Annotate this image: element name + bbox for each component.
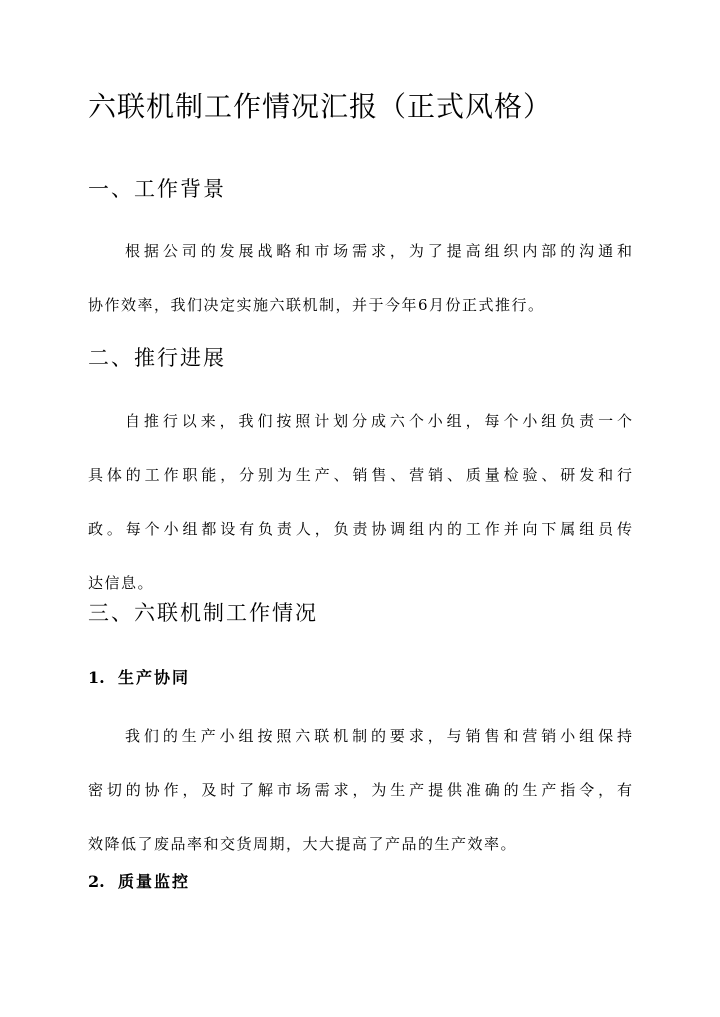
paragraph-line: 根据公司的发展战略和市场需求，为了提高组织内部的沟通和 xyxy=(125,242,632,260)
paragraph-line: 政。每个小组都设有负责人，负责协调组内的工作并向下属组员传 xyxy=(88,520,632,538)
paragraph-line: 自推行以来，我们按照计划分成六个小组，每个小组负责一个 xyxy=(125,412,632,430)
paragraph-line: 具体的工作职能，分别为生产、销售、营销、质量检验、研发和行 xyxy=(88,466,632,484)
paragraph-line: 协作效率，我们决定实施六联机制，并于今年6月份正式推行。 xyxy=(88,296,545,314)
paragraph-progress xyxy=(88,408,632,624)
subsection-heading-quality xyxy=(88,870,190,894)
section-heading-progress: 二、推行进展 xyxy=(88,346,226,370)
subsection-number: 2. xyxy=(88,872,105,891)
paragraph-background xyxy=(88,238,632,346)
subsection-heading-production xyxy=(88,666,190,690)
subsection-label: 质量监控 xyxy=(118,872,191,891)
paragraph-production xyxy=(88,723,632,885)
subsection-label: 生产协同 xyxy=(118,668,191,687)
section-heading-work: 三、六联机制工作情况 xyxy=(88,601,318,625)
subsection-number: 1. xyxy=(88,668,105,687)
paragraph-line: 达信息。 xyxy=(88,574,155,592)
paragraph-line: 密切的协作，及时了解市场需求，为生产提供准确的生产指令，有 xyxy=(88,781,632,799)
section-heading-background: 一、工作背景 xyxy=(88,177,226,201)
document-title: 六联机制工作情况汇报（正式风格） xyxy=(88,90,553,123)
paragraph-line: 效降低了废品率和交货周期，大大提高了产品的生产效率。 xyxy=(88,835,518,853)
paragraph-line: 我们的生产小组按照六联机制的要求，与销售和营销小组保持 xyxy=(125,727,632,745)
